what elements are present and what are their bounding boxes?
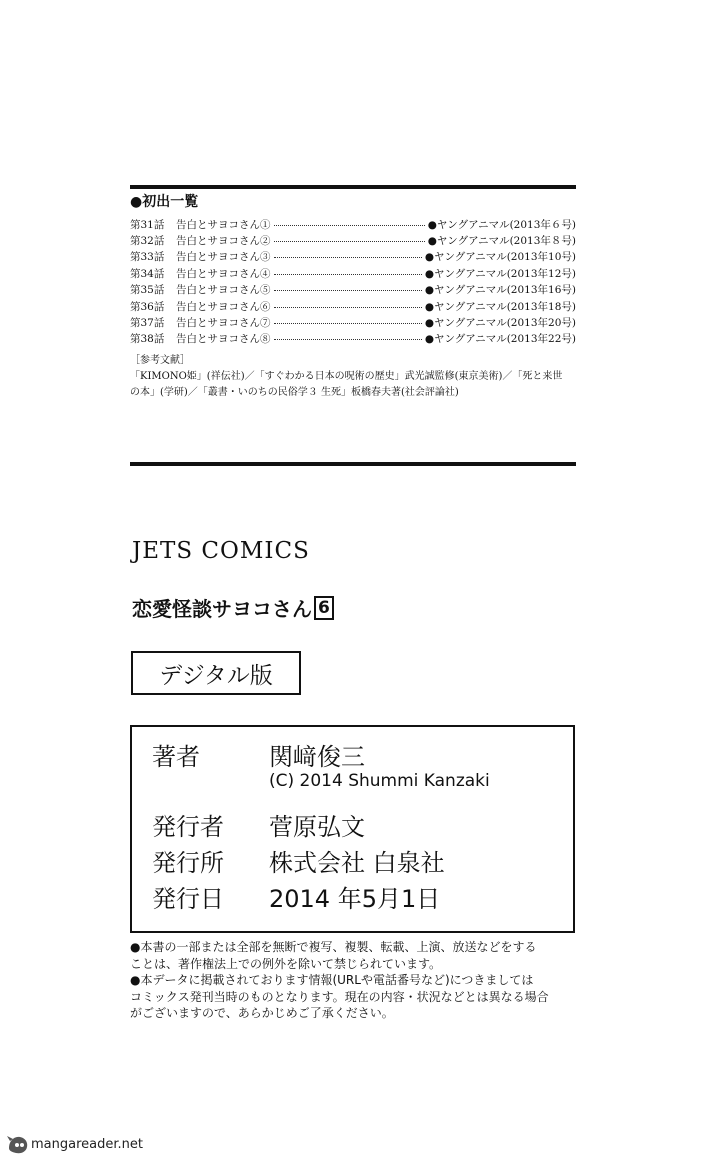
digital-edition-label: デジタル版 [131, 651, 301, 695]
author-name: 関﨑俊三 [269, 743, 365, 771]
magazine-issue: ●ヤングアニマル(2013年12号) [424, 267, 576, 280]
dot-leader [274, 323, 422, 324]
chapter-title: 告白とサヨコさん⑤ [176, 284, 271, 297]
legal-notice [130, 939, 590, 1022]
chapter-title: 告白とサヨコさん④ [176, 267, 271, 280]
first-publication-row [130, 216, 576, 232]
chapter-title: 告白とサヨコさん⑥ [176, 300, 271, 313]
first-publication-row [130, 282, 576, 298]
dot-leader [274, 241, 425, 242]
volume-number: 6 [314, 596, 334, 620]
dot-leader [274, 225, 425, 226]
chapter-title: 告白とサヨコさん⑧ [176, 333, 271, 346]
chapter-title: 告白とサヨコさん② [176, 235, 271, 248]
company-label: 発行所 [152, 849, 224, 877]
chapter-number: 第32話 [130, 235, 165, 248]
publication-date: 2014 年5月1日 [269, 885, 441, 913]
chapter-number: 第31話 [130, 218, 165, 231]
chapter-number: 第36話 [130, 300, 165, 313]
magazine-issue: ●ヤングアニマル(2013年10号) [424, 251, 576, 264]
first-publication-row [130, 265, 576, 281]
book-title [132, 593, 334, 622]
first-publication-heading: ●初出一覧 [130, 194, 199, 210]
first-publication-row [130, 331, 576, 347]
dot-leader [274, 274, 422, 275]
dot-leader [274, 307, 422, 308]
first-publication-list [130, 216, 576, 347]
publisher-label: 発行者 [152, 813, 224, 841]
references-line-1: 「KIMONO姫」(祥伝社)／「すぐわかる日本の呪術の歴史」武光誠監修(東京美術)／「死と来世 [130, 371, 563, 382]
watermark [6, 1132, 143, 1156]
magazine-issue: ●ヤングアニマル(2013年20号) [424, 317, 576, 330]
dot-leader [274, 257, 422, 258]
book-title-text: 恋愛怪談サヨコさん [132, 597, 312, 621]
dot-leader [274, 290, 422, 291]
face-logo-icon [6, 1132, 30, 1156]
first-publication-row [130, 232, 576, 248]
chapter-number: 第34話 [130, 267, 165, 280]
watermark-text: mangareader.net [31, 1136, 143, 1152]
references-heading: ［参考文献］ [130, 355, 190, 366]
chapter-title: 告白とサヨコさん⑦ [176, 317, 271, 330]
notice-line-5: がございますので、あらかじめご了承ください。 [130, 1006, 394, 1020]
chapter-title: 告白とサヨコさん① [176, 218, 271, 231]
author-label: 著者 [152, 743, 200, 771]
copyright-line: (C) 2014 Shummi Kanzaki [269, 771, 490, 791]
first-publication-row [130, 314, 576, 330]
references [130, 353, 576, 401]
publisher-name: 菅原弘文 [269, 813, 365, 841]
imprint-name: JETS COMICS [132, 538, 310, 564]
chapter-number: 第37話 [130, 317, 165, 330]
top-rule [130, 185, 576, 189]
chapter-number: 第35話 [130, 284, 165, 297]
notice-line-2: ことは、著作権法上での例外を除いて禁じられています。 [130, 956, 442, 971]
magazine-issue: ●ヤングアニマル(2013年18号) [424, 300, 576, 313]
magazine-issue: ●ヤングアニマル(2013年６号) [427, 218, 576, 231]
chapter-number: 第38話 [130, 333, 165, 346]
notice-line-3: ●本データに掲載されております情報(URLや電話番号など)につきましては [130, 973, 534, 987]
first-publication-row [130, 249, 576, 265]
references-line-2: の本」(学研)／「叢書・いのちの民俗学３ 生死」板橋春夫著(社会評論社) [130, 387, 459, 398]
dot-leader [274, 339, 422, 340]
notice-line-1: ●本書の一部または全部を無断で複写、複製、転載、上演、放送などをする [130, 940, 537, 954]
magazine-issue: ●ヤングアニマル(2013年16号) [424, 284, 576, 297]
company-name: 株式会社 白泉社 [269, 849, 445, 877]
date-label: 発行日 [152, 885, 224, 913]
chapter-number: 第33話 [130, 251, 165, 264]
magazine-issue: ●ヤングアニマル(2013年８号) [427, 235, 576, 248]
notice-line-4: コミックス発刊当時のものとなります。現在の内容・状況などとは異なる場合 [130, 989, 549, 1004]
bottom-rule [130, 462, 576, 466]
chapter-title: 告白とサヨコさん③ [176, 251, 271, 264]
first-publication-row [130, 298, 576, 314]
magazine-issue: ●ヤングアニマル(2013年22号) [424, 333, 576, 346]
colophon-box [130, 725, 575, 933]
